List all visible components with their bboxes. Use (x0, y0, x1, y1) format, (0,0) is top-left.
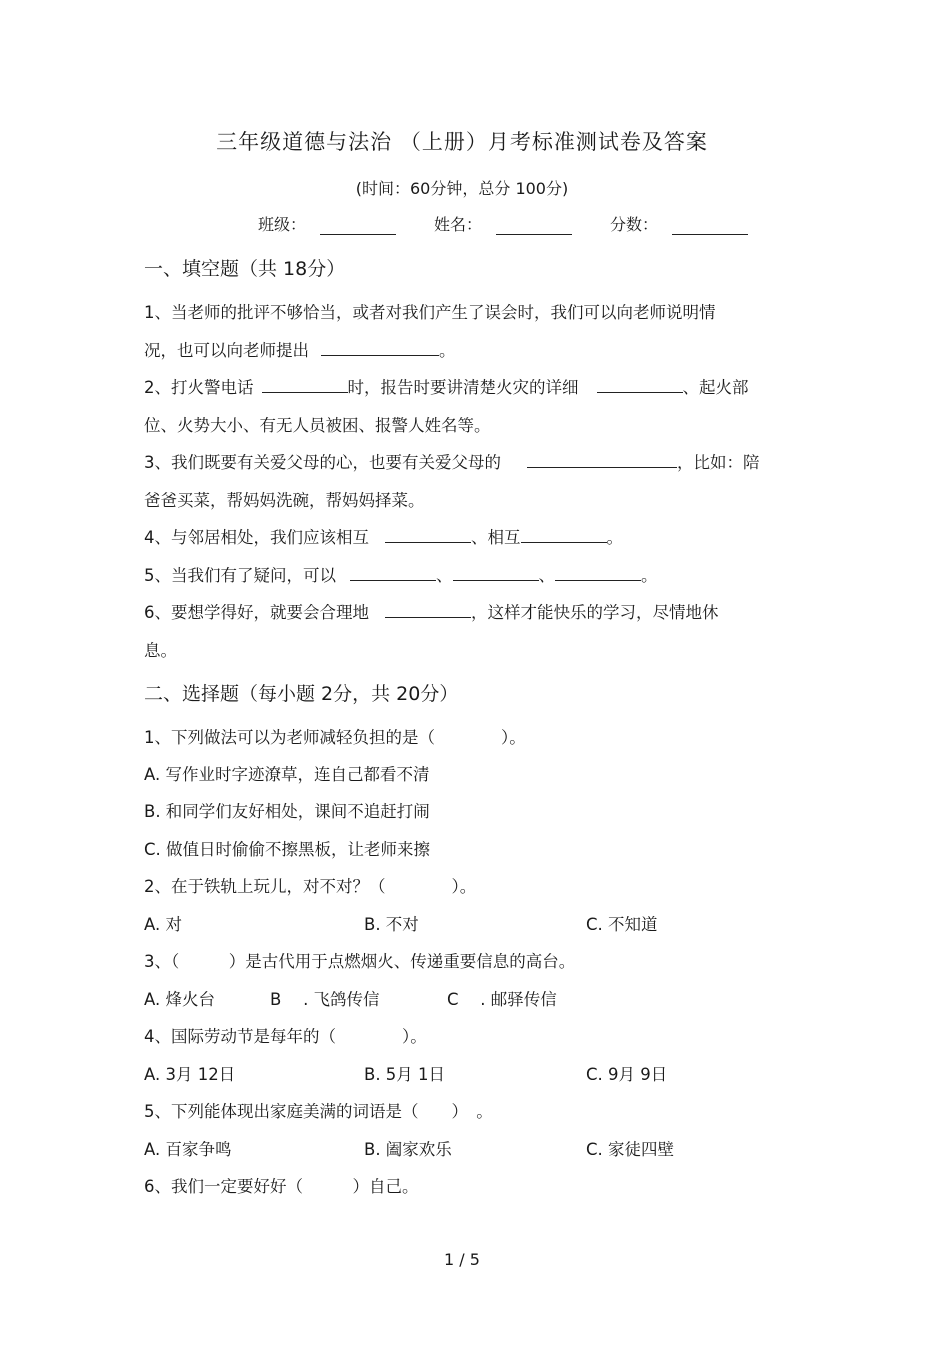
mc1-stem: 1、下列做法可以为老师减轻负担的是（ ）。 (144, 728, 526, 747)
mc1-option-b[interactable]: B. 和同学们友好相处，课间不追赶打闹 (144, 802, 430, 821)
q6-line2: 息。 (144, 641, 177, 660)
mc1-option-c[interactable]: C. 做值日时偷偷不擦黑板，让老师来擦 (144, 840, 431, 859)
mc4-stem: 4、国际劳动节是每年的（ ）。 (144, 1027, 427, 1046)
q1-blank[interactable] (321, 339, 439, 356)
mc3-option-b[interactable]: B . 飞鸽传信 (270, 990, 380, 1009)
score-blank[interactable] (672, 216, 748, 235)
q6-text-b: ，这样才能快乐的学习，尽情地休 (471, 603, 719, 622)
q5-text: 5、当我们有了疑问，可以 (144, 566, 336, 585)
class-label: 班级： (258, 215, 307, 234)
q5-blank-2[interactable] (453, 564, 539, 581)
mc3-option-c[interactable]: C . 邮驿传信 (447, 990, 557, 1009)
q6-line1 (144, 599, 719, 623)
q5-line (144, 562, 658, 586)
mc5-stem: 5、下列能体现出家庭美满的词语是（ ） 。 (144, 1102, 493, 1121)
q6-text-a: 6、要想学得好，就要会合理地 (144, 603, 369, 622)
q3-text-a: 3、我们既要有关爱父母的心，也要有关爱父母的 (144, 453, 501, 472)
name-label: 姓名： (434, 215, 483, 234)
page-number: 1 / 5 (444, 1250, 480, 1269)
class-field (258, 212, 396, 235)
score-field (610, 212, 748, 235)
q5-blank-3[interactable] (555, 564, 641, 581)
q5-blank-1[interactable] (350, 564, 436, 581)
section-heading-multiple-choice: 二、选择题（每小题 2分，共 20分） (144, 683, 459, 705)
mc2-option-b[interactable]: B. 不对 (364, 915, 419, 934)
mc2-option-a[interactable]: A. 对 (144, 915, 182, 934)
q5-sep-1: 、 (436, 566, 453, 585)
mc3-stem: 3、（ ）是古代用于点燃烟火、传递重要信息的高台。 (144, 952, 576, 971)
q6-blank[interactable] (385, 601, 471, 618)
q5-sep-2: 、 (538, 566, 555, 585)
mc4-option-b[interactable]: B. 5月 1日 (364, 1065, 446, 1084)
q5-end: 。 (641, 566, 658, 585)
q2-line2: 位、火势大小、有无人员被困、报警人姓名等。 (144, 416, 491, 435)
mc6-stem: 6、我们一定要好好（ ）自己。 (144, 1177, 419, 1196)
mc4-option-c[interactable]: C. 9月 9日 (586, 1065, 668, 1084)
q4-text-b: 、相互 (471, 528, 521, 547)
exam-info: (时间：60分钟，总分 100分) (355, 179, 569, 198)
q2-text-a: 2、打火警电话 (144, 378, 254, 397)
mc2-option-c[interactable]: C. 不知道 (586, 915, 658, 934)
q3-line1 (144, 449, 760, 473)
q2-text-c: 、起火部 (682, 378, 749, 397)
score-label: 分数： (610, 215, 659, 234)
q1-line1: 1、当老师的批评不够恰当，或者对我们产生了误会时，我们可以向老师说明情 (144, 303, 716, 322)
q1-line2 (144, 337, 456, 361)
q4-text-a: 4、与邻居相处，我们应该相互 (144, 528, 369, 547)
name-blank[interactable] (496, 216, 572, 235)
mc4-option-a[interactable]: A. 3月 12日 (144, 1065, 236, 1084)
q4-blank-2[interactable] (521, 526, 607, 543)
section-heading-fill-in: 一、填空题（共 18分） (144, 258, 346, 280)
q2-line1 (144, 374, 749, 398)
mc5-option-c[interactable]: C. 家徒四壁 (586, 1140, 675, 1159)
mc3-option-a[interactable]: A. 烽火台 (144, 990, 215, 1009)
mc5-option-a[interactable]: A. 百家争鸣 (144, 1140, 232, 1159)
name-field (434, 212, 572, 235)
q4-blank-1[interactable] (385, 526, 471, 543)
q1-text: 况，也可以向老师提出 (144, 341, 309, 360)
q1-end: 。 (439, 341, 456, 360)
q4-end: 。 (606, 528, 623, 547)
mc1-option-a[interactable]: A. 写作业时字迹潦草，连自己都看不清 (144, 765, 430, 784)
student-info-row (258, 212, 786, 235)
class-blank[interactable] (320, 216, 396, 235)
q4-line (144, 524, 623, 548)
document-title: 三年级道德与法治 （上册）月考标准测试卷及答案 (216, 130, 708, 154)
q2-text-b: 时，报告时要讲清楚火灾的详细 (347, 378, 579, 397)
q3-text-b: ，比如：陪 (677, 453, 760, 472)
q2-blank-2[interactable] (597, 376, 683, 393)
mc2-stem: 2、在于铁轨上玩儿，对不对？（ ）。 (144, 877, 477, 896)
q3-line2: 爸爸买菜，帮妈妈洗碗，帮妈妈择菜。 (144, 491, 425, 510)
q3-blank[interactable] (527, 451, 677, 468)
q2-blank-1[interactable] (262, 376, 348, 393)
mc5-option-b[interactable]: B. 阖家欢乐 (364, 1140, 452, 1159)
